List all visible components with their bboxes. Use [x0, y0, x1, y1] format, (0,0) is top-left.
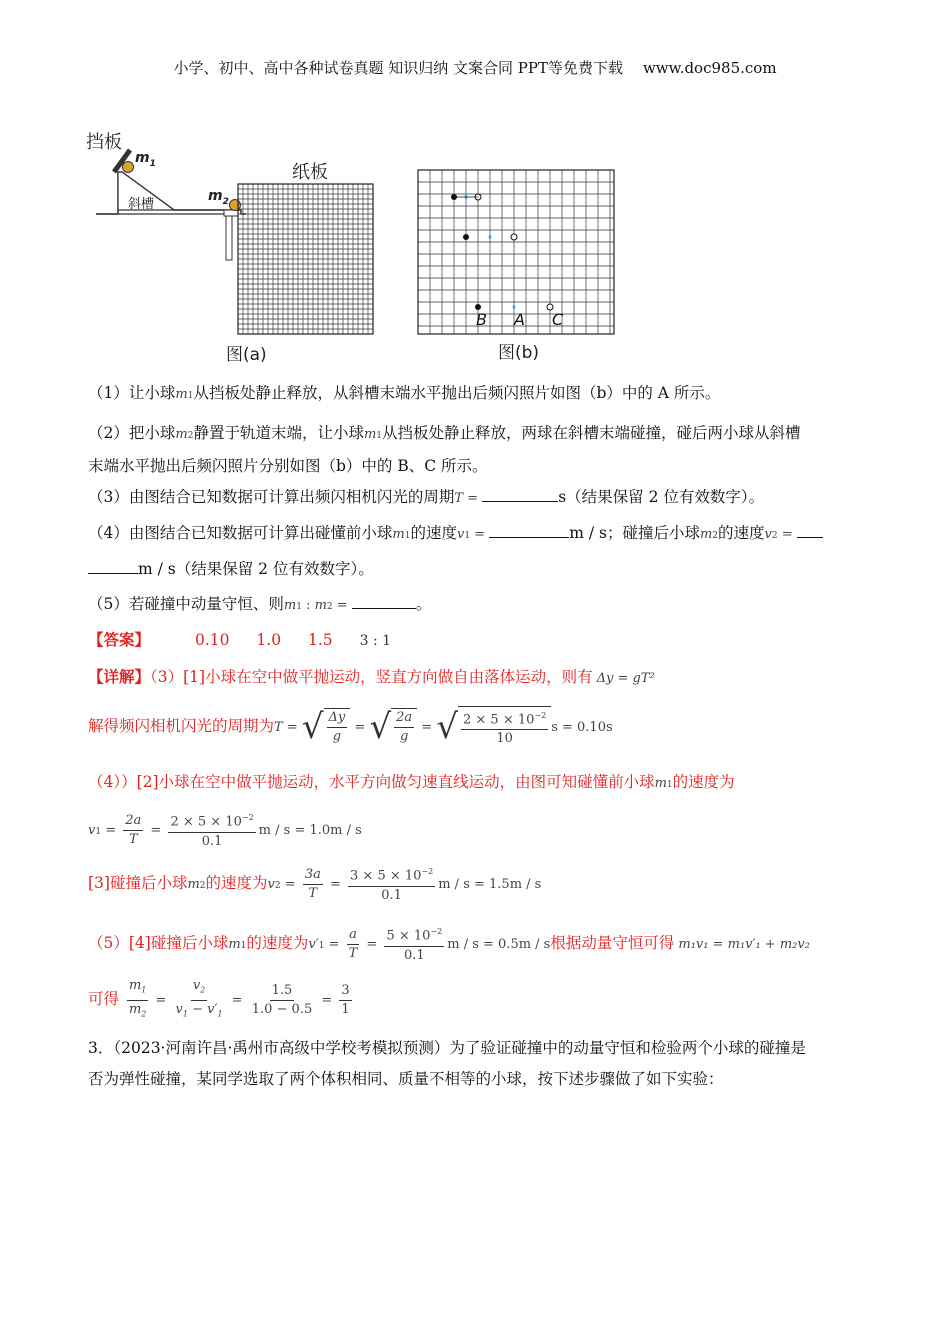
label-baffle: 挡板 [86, 132, 122, 153]
step-3: （3）由图结合已知数据可计算出频闪相机闪光的周期T = s（结果保留 2 位有效数字）。 [88, 485, 764, 510]
step-2-cont: 末端水平抛出后频闪照片分别如图（b）中的 B、C 所示。 [88, 457, 488, 475]
step-1: （1）让小球m1从挡板处静止释放，从斜槽末端水平抛出后频闪照片如图（b）中的 A 所示。 [88, 384, 721, 402]
blank-v1[interactable] [489, 521, 569, 538]
header-site[interactable]: www.doc985.com [642, 59, 777, 77]
detail-5: [3]碰撞后小球m2的速度为v2 = $\frac{3a}{T}$ = $\frac{3 \times 5 \times 10^{-2}}{0.1}$ m / s = 1.5m / s [88, 860, 541, 909]
dot-B2 [463, 234, 469, 240]
label-slope: 斜槽 [128, 197, 155, 212]
step-4-cont: m / s（结果保留 2 位有效数字）。 [88, 557, 374, 580]
detail-3: （4））[2]小球在空中做平抛运动，水平方向做匀速直线运动，由图可知碰懂前小球m1的速度为 [88, 773, 735, 791]
label-A: A [514, 310, 525, 329]
detail-7: 可得 $\frac{m_1}{m_2}$ = $\frac{v_2}{v_1 - v'_1}$ = $\frac{1.5}{1.0 - 0.5}$ = $\frac{3}{1}$ [88, 977, 350, 1019]
q3-line-2: 否为弹性碰撞，某同学选取了两个体积相同、质量不相等的小球，按下述步骤做了如下实验： [88, 1070, 724, 1088]
caption-a: 图(a) [226, 345, 267, 365]
answer-line: 【答案】 0.10 1.0 1.5 3 : 1 [88, 630, 392, 649]
page-header [0, 57, 950, 78]
paper-grid-a [238, 184, 373, 334]
detail-1: 【详解】（3）[1]小球在空中做平抛运动，竖直方向做自由落体运动，则有 Δy = gT² [88, 667, 655, 686]
detail-6: （5）[4]碰撞后小球m1的速度为v′1 = $\frac{a}{T}$ = $\frac{5 \times 10^{-2}}{0.1}$ m / s = 0.5m / s根据动量守恒可得 m₁v₁ = m₁v′₁ + m₂v₂ [88, 920, 810, 969]
label-m1: $m_1$ [135, 150, 156, 169]
answer-label: 【答案】 [88, 630, 151, 649]
detail-2: 解得频闪相机闪光的周期为T = √ $\frac{\Delta y}{g}$ = √ $\frac{2a}{g}$ = √ $\frac{2 \times 5 \times 10^{-2}}{10}$ s = 0.10s [88, 706, 613, 747]
blank-T[interactable] [482, 485, 558, 502]
blank-ratio[interactable] [352, 592, 416, 609]
figure-a [86, 128, 386, 368]
header-text: 小学、初中、高中各种试卷真题 知识归纳 文案合同 PPT等免费下载 [173, 59, 623, 77]
label-m2: $m_2$ [208, 188, 229, 207]
table-leg [226, 216, 232, 260]
ball-m1 [123, 162, 134, 173]
step-4: （4）由图结合已知数据可计算出碰懂前小球m1的速度v1 = m / s；碰撞后小球m2的速度v2 = [88, 521, 823, 547]
figure-b [410, 162, 620, 370]
step-5: （5）若碰撞中动量守恒、则m1 : m2 = 。 [88, 592, 431, 618]
dot-C2 [511, 234, 517, 240]
dot-A2 [489, 233, 492, 241]
label-board: 纸板 [292, 162, 328, 183]
q3-line-1: 3．（2023·河南许昌·禹州市高级中学校考模拟预测）为了验证碰撞中的动量守恒和检验两个小球的碰撞是 [88, 1039, 806, 1057]
detail-4: v1 = $\frac{2a}{T}$ = $\frac{2 \times 5 \times 10^{-2}}{0.1}$ m / s = 1.0m / s [88, 806, 362, 855]
step-2: （2）把小球m2静置于轨道末端，让小球m1从挡板处静止释放，两球在斜槽末端碰撞，碰后两小球从斜槽 [88, 424, 801, 442]
label-C: C [552, 310, 564, 329]
caption-b: 图(b) [498, 343, 540, 363]
blank-v2[interactable] [797, 521, 823, 538]
label-B: B [476, 310, 487, 329]
